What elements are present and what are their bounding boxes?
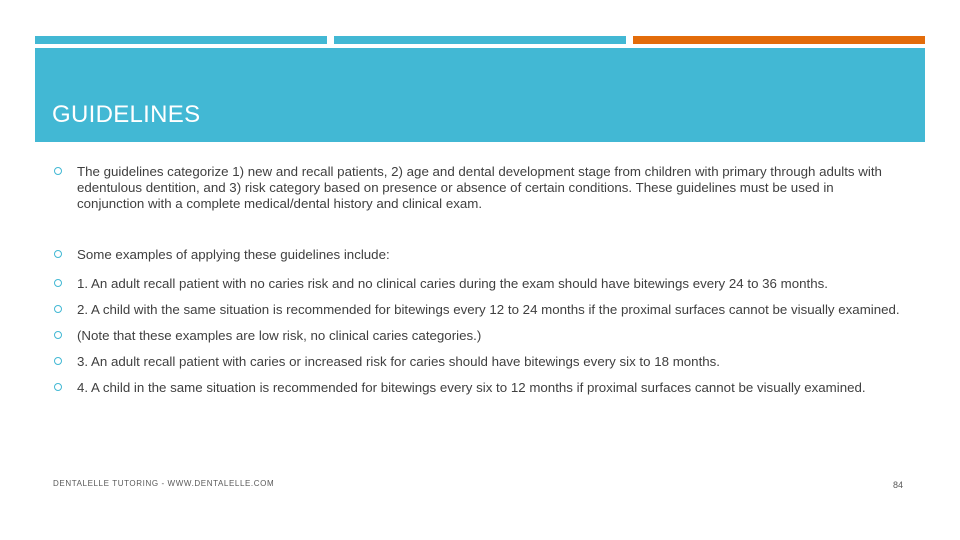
bullet-item xyxy=(53,302,903,318)
bullet-item xyxy=(53,164,903,212)
bullet-text: 1. An adult recall patient with no caries risk and no clinical caries during the exam should have bitewings every 24 to 36 months. xyxy=(77,276,828,291)
bullet-item xyxy=(53,328,903,344)
footer-text: DENTALELLE TUTORING - WWW.DENTALELLE.COM xyxy=(53,479,275,488)
bullet-text: 4. A child in the same situation is recommended for bitewings every six to 12 months if proximal surfaces cannot be visually examined. xyxy=(77,380,866,395)
page-number: 84 xyxy=(893,480,904,490)
bullet-item xyxy=(53,354,903,370)
bullet-item xyxy=(53,276,903,292)
hollow-circle-icon xyxy=(54,383,62,391)
bullet-list xyxy=(53,164,903,396)
hollow-circle-icon xyxy=(54,279,62,287)
bullet-item xyxy=(53,380,903,396)
bullet-text: (Note that these examples are low risk, no clinical caries categories.) xyxy=(77,328,482,343)
bullet-text: 2. A child with the same situation is recommended for bitewings every 12 to 24 months if the proximal surfaces cannot be visually examined. xyxy=(77,302,900,317)
slide-title: GUIDELINES xyxy=(52,101,201,128)
hollow-circle-icon xyxy=(54,167,62,175)
top-accent-bar-3 xyxy=(633,36,925,44)
hollow-circle-icon xyxy=(54,250,62,258)
hollow-circle-icon xyxy=(54,357,62,365)
bullet-text: The guidelines categorize 1) new and recall patients, 2) age and dental development stage from children with primary through adults with edentulous dentition, and 3) risk category based on presence or absence of certain conditions. These guidelines must be used in conjunction with a complete medical/dental history and clinical exam. xyxy=(77,164,882,211)
bullet-text: Some examples of applying these guidelines include: xyxy=(77,247,390,262)
top-accent-bar-1 xyxy=(35,36,327,44)
bullet-item xyxy=(53,247,903,263)
hollow-circle-icon xyxy=(54,305,62,313)
top-accent-bar-2 xyxy=(334,36,626,44)
bullet-text: 3. An adult recall patient with caries or increased risk for caries should have bitewings every six to 18 months. xyxy=(77,354,720,369)
title-banner xyxy=(35,48,925,142)
hollow-circle-icon xyxy=(54,331,62,339)
